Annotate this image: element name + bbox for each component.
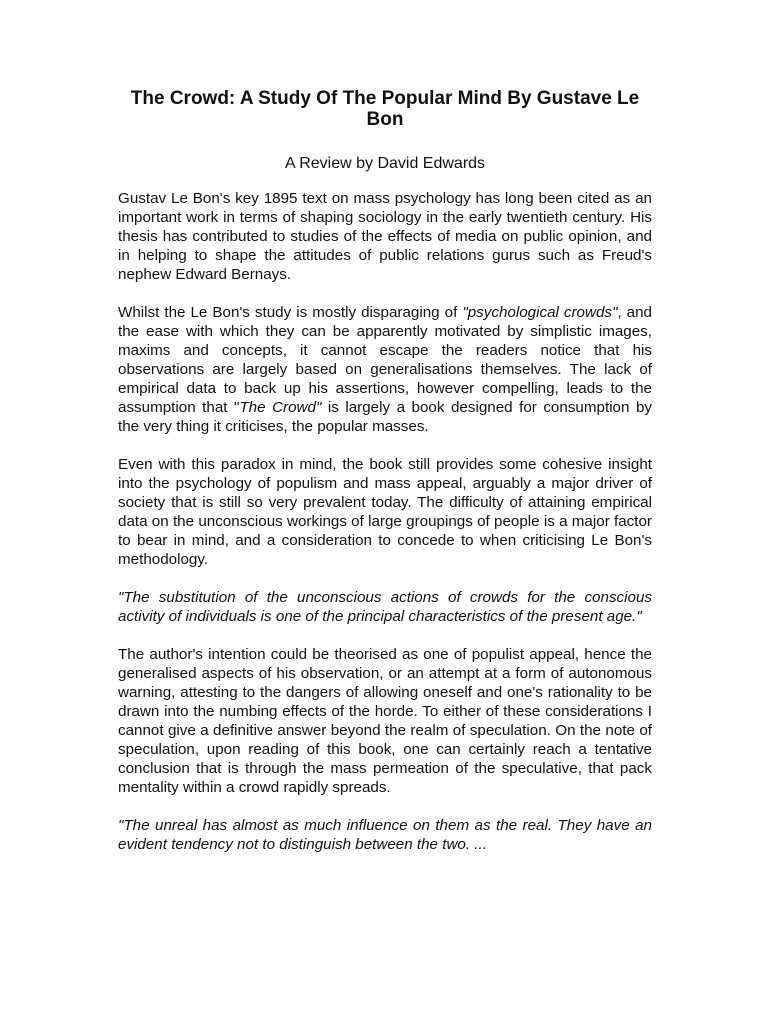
block-quote-1 [118, 588, 652, 626]
paragraph-critique-text-2: , and the ease with which they can be apparently motivated by simplistic images, maxims and concepts, it cannot escape the readers notice that his observations are largely based on generalisations themselves. The lack of empirical data to back up his assertions, however compelling, leads to the assumption that " [118, 304, 652, 416]
paragraph-paradox [118, 455, 652, 569]
block-quote-1-text: "The substitution of the unconscious actions of crowds for the conscious activity of individuals is one of the principal characteristics of the present age." [118, 589, 652, 625]
paragraph-paradox-text: Even with this paradox in mind, the book still provides some cohesive insight into the psychology of populism and mass appeal, arguably a major driver of society that is still so very prevalent today. The difficulty of attaining empirical data on the unconscious workings of large groupings of people is a major factor to bear in mind, and a consideration to concede to when criticising Le Bon's methodology. [118, 456, 652, 568]
paragraph-intention-text: The author's intention could be theorised as one of populist appeal, hence the generalised aspects of his observation, or an attempt at a form of autonomous warning, attesting to the dangers of allowing oneself and one's rationality to be drawn into the numbing effects of the horde. To either of these considerations I cannot give a definitive answer beyond the realm of speculation. On the note of speculation, upon reading of this book, one can certainly reach a tentative conclusion that is through the mass permeation of the speculative, that pack mentality within a crowd rapidly spreads. [118, 646, 652, 796]
block-quote-2-text: "The unreal has almost as much influence on them as the real. They have an evident tendency not to distinguish between the two. ... [118, 817, 652, 853]
document-byline: A Review by David Edwards [284, 155, 486, 172]
paragraph-critique-italic-1: "psychological crowds" [462, 304, 618, 321]
paragraph-critique-text-3: is largely a book designed for consumption by the very thing it criticises, the popular masses. [118, 399, 652, 435]
paragraph-intro [118, 189, 652, 284]
paragraph-intention [118, 645, 652, 797]
paragraph-critique-italic-2: The Crowd" [239, 399, 322, 416]
block-quote-2 [118, 816, 652, 854]
paragraph-intro-text: Gustav Le Bon's key 1895 text on mass psychology has long been cited as an important work in terms of shaping sociology in the early twentieth century. His thesis has contributed to studies of the effects of media on public opinion, and in helping to shape the attitudes of public relations gurus such as Freud's nephew Edward Bernays. [118, 190, 652, 283]
paragraph-critique-text-1: Whilst the Le Bon's study is mostly disparaging of [118, 304, 463, 321]
paragraph-critique [118, 303, 652, 436]
document-page [118, 88, 652, 873]
document-title: The Crowd: A Study Of The Popular Mind By Gustave Le Bon [130, 88, 640, 130]
